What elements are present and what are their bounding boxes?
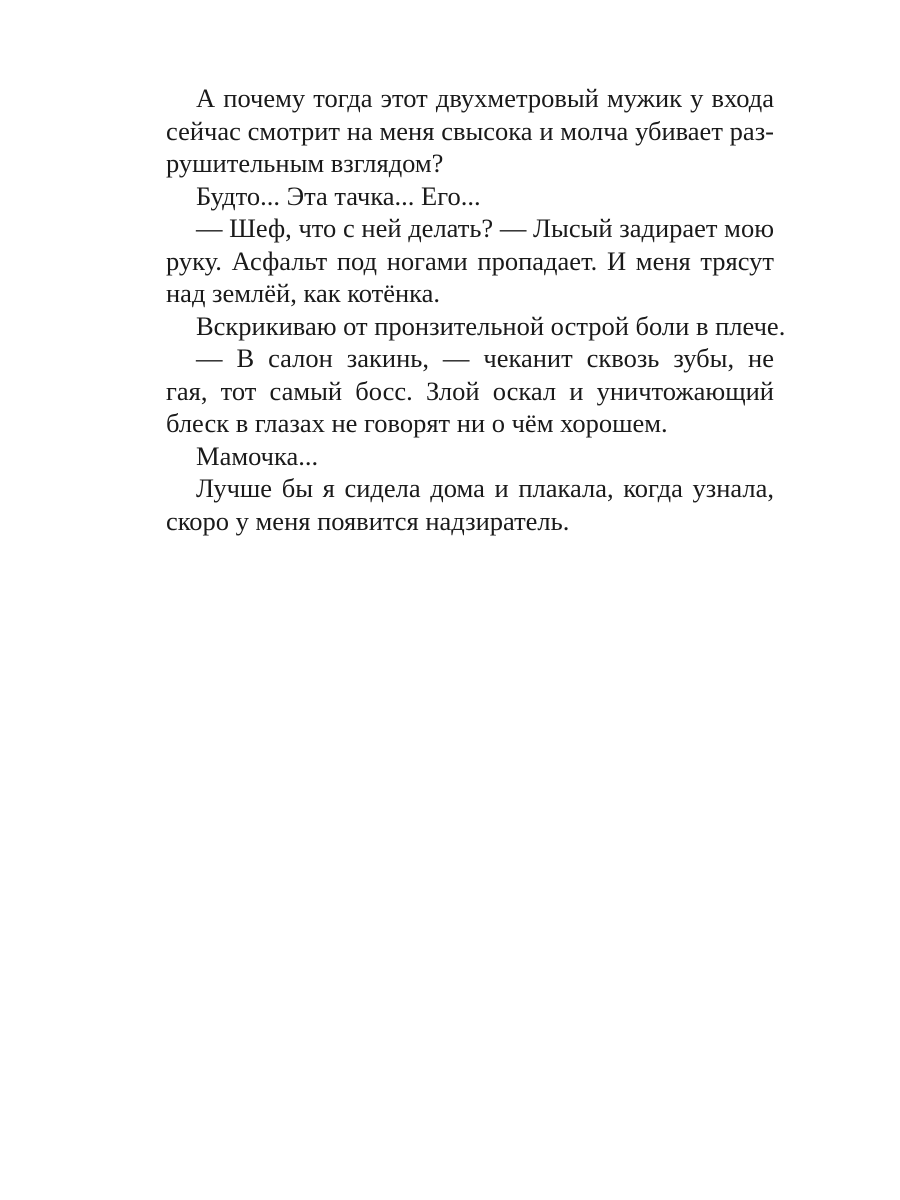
- text-line: сейчас смотрит на меня свысока и молча убивает раз-: [166, 115, 774, 146]
- text-line: — В салон закинь, — чеканит сквозь зубы, не: [196, 343, 774, 373]
- text-line: рушительным взглядом?: [166, 148, 444, 178]
- paragraph: [166, 342, 774, 440]
- text-line: блеск в глазах не говорят ни о чём хорошем.: [166, 408, 668, 438]
- text-line: скоро у меня появится надзиратель.: [166, 505, 570, 536]
- body-text: [166, 82, 786, 537]
- text-line: Мамочка...: [196, 440, 319, 471]
- paragraph: [166, 212, 774, 310]
- text-line: Лучше бы я сидела дома и плакала, когда узнала,: [196, 473, 774, 503]
- paragraph: [166, 82, 774, 180]
- paragraph: [166, 472, 774, 537]
- text-line: Будто... Эта тачка... Его...: [196, 180, 481, 211]
- paragraph: [166, 180, 774, 213]
- text-line: Вскрикиваю от пронзительной острой боли в плече.: [196, 310, 786, 341]
- text-line: гая, тот самый босс. Злой оскал и уничтожающий: [166, 375, 774, 406]
- text-line: руку. Асфальт под ногами пропадает. И меня трясут: [166, 245, 774, 276]
- paragraph: [166, 310, 786, 343]
- text-line: — Шеф, что с ней делать? — Лысый задирает мою: [196, 213, 774, 243]
- text-line: над землёй, как котёнка.: [166, 278, 441, 308]
- text-line: А почему тогда этот двухметровый мужик у входа: [196, 83, 774, 113]
- paragraph: [166, 440, 774, 473]
